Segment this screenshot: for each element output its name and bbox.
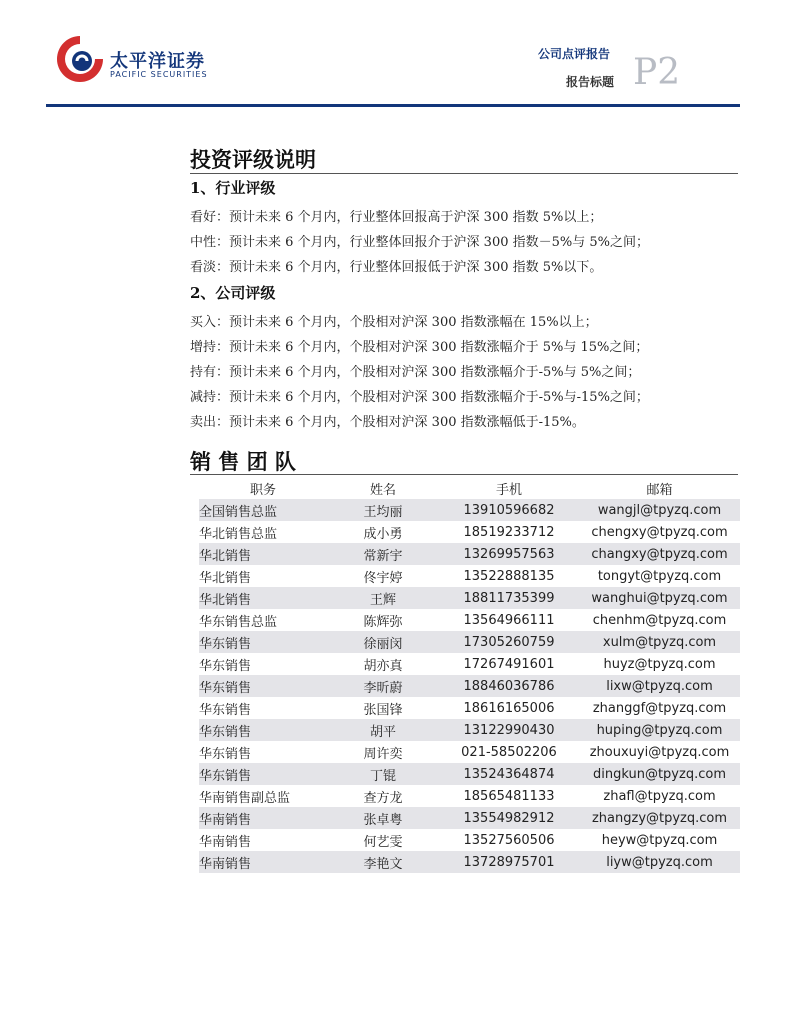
cell-name: 张卓粤	[363, 812, 403, 828]
sales-team-divider	[190, 474, 738, 475]
report-title: 报告标题	[566, 75, 615, 89]
cell-role: 华东销售	[199, 702, 252, 718]
cell-email[interactable]: xulm@tpyzq.com	[602, 634, 717, 650]
rating-section-divider	[190, 173, 738, 174]
cell-role: 全国销售总监	[199, 504, 278, 520]
cell-name: 王均丽	[363, 504, 403, 520]
column-header-role: 职务	[249, 482, 276, 498]
cell-role: 华东销售	[199, 658, 252, 674]
cell-phone: 18565481133	[463, 788, 555, 804]
cell-email[interactable]: chengxy@tpyzq.com	[591, 524, 728, 540]
cell-role: 华北销售	[199, 548, 252, 564]
cell-name: 周许奕	[363, 746, 403, 762]
table-header-row	[199, 477, 740, 499]
header-divider	[46, 104, 740, 107]
company-rating-heading: 2、公司评级	[190, 284, 276, 302]
table-row	[199, 609, 740, 631]
table-row	[199, 851, 740, 873]
industry-rating-line: 中性：预计未来 6 个月内，行业整体回报介于沪深 300 指数－5%与 5%之间；	[190, 235, 649, 250]
cell-name: 佟宇婷	[363, 570, 403, 586]
cell-phone: 13564966111	[463, 612, 555, 628]
cell-phone: 17267491601	[463, 656, 555, 672]
table-row	[199, 829, 740, 851]
cell-role: 华东销售总监	[199, 614, 278, 630]
cell-phone: 13122990430	[463, 722, 555, 738]
table-row	[199, 697, 740, 719]
cell-name: 成小勇	[363, 526, 403, 542]
sales-team-rows	[199, 499, 740, 873]
table-row	[199, 631, 740, 653]
cell-phone: 18811735399	[463, 590, 555, 606]
table-row	[199, 763, 740, 785]
table-row	[199, 521, 740, 543]
cell-phone: 13910596682	[463, 502, 555, 518]
company-name-en: PACIFIC SECURITIES	[110, 70, 208, 79]
cell-name: 胡平	[369, 724, 396, 740]
cell-role: 华北销售	[199, 570, 252, 586]
cell-email[interactable]: zhanggf@tpyzq.com	[592, 700, 727, 716]
cell-name: 胡亦真	[363, 658, 403, 674]
cell-role: 华东销售	[199, 768, 252, 784]
cell-phone: 13554982912	[463, 810, 555, 826]
cell-email[interactable]: lixw@tpyzq.com	[606, 678, 713, 694]
table-row	[199, 741, 740, 763]
cell-email[interactable]: zhouxuyi@tpyzq.com	[589, 744, 730, 760]
cell-email[interactable]: chenhm@tpyzq.com	[592, 612, 727, 628]
cell-role: 华南销售	[199, 856, 252, 872]
industry-rating-line: 看好：预计未来 6 个月内，行业整体回报高于沪深 300 指数 5%以上；	[190, 210, 603, 225]
cell-name: 查方龙	[363, 790, 403, 806]
cell-phone: 13527560506	[463, 832, 555, 848]
cell-email[interactable]: huyz@tpyzq.com	[603, 656, 716, 672]
cell-email[interactable]: wangjl@tpyzq.com	[597, 502, 722, 518]
cell-email[interactable]: heyw@tpyzq.com	[601, 832, 718, 848]
cell-role: 华东销售	[199, 636, 252, 652]
column-header-name: 姓名	[369, 482, 396, 498]
table-row	[199, 587, 740, 609]
table-row	[199, 719, 740, 741]
column-header-phone: 手机	[495, 482, 522, 498]
table-row	[199, 653, 740, 675]
table-row	[199, 499, 740, 521]
company-name-cn: 太平洋证券	[110, 51, 205, 72]
cell-role: 华北销售总监	[199, 526, 278, 542]
cell-name: 徐丽闵	[363, 636, 403, 652]
company-rating-line: 增持：预计未来 6 个月内，个股相对沪深 300 指数涨幅介于 5%与 15%之间；	[190, 340, 649, 355]
cell-role: 华南销售	[199, 812, 252, 828]
cell-role: 华东销售	[199, 746, 252, 762]
cell-name: 陈辉弥	[363, 614, 403, 630]
page-header	[0, 0, 791, 110]
cell-name: 丁锟	[369, 768, 396, 784]
cell-email[interactable]: huping@tpyzq.com	[596, 722, 723, 738]
cell-role: 华东销售	[199, 724, 252, 740]
sales-team-table	[199, 477, 740, 873]
table-row	[199, 675, 740, 697]
cell-phone: 18846036786	[463, 678, 555, 694]
cell-email[interactable]: tongyt@tpyzq.com	[597, 568, 722, 584]
cell-phone: 13522888135	[463, 568, 555, 584]
company-rating-line: 持有：预计未来 6 个月内，个股相对沪深 300 指数涨幅介于-5%与 5%之间；	[190, 365, 641, 380]
report-type: 公司点评报告	[538, 47, 611, 61]
page-number: P2	[633, 52, 681, 93]
cell-phone: 18519233712	[463, 524, 555, 540]
rating-section-title: 投资评级说明	[190, 147, 316, 172]
industry-rating-line: 看淡：预计未来 6 个月内，行业整体回报低于沪深 300 指数 5%以下。	[190, 260, 603, 275]
pacific-securities-logo-icon	[55, 34, 105, 84]
cell-role: 华南销售副总监	[199, 790, 291, 806]
industry-rating-heading: 1、行业评级	[190, 179, 276, 197]
table-row	[199, 785, 740, 807]
cell-name: 张国锋	[363, 702, 403, 718]
column-header-email: 邮箱	[646, 482, 673, 498]
cell-email[interactable]: changxy@tpyzq.com	[591, 546, 728, 562]
cell-name: 何艺雯	[363, 834, 403, 850]
cell-phone: 021-58502206	[461, 744, 557, 760]
cell-phone: 18616165006	[463, 700, 555, 716]
cell-name: 李昕蔚	[363, 680, 403, 696]
cell-email[interactable]: zhafl@tpyzq.com	[603, 788, 716, 804]
table-row	[199, 543, 740, 565]
cell-name: 李艳文	[363, 856, 403, 872]
cell-role: 华南销售	[199, 834, 252, 850]
table-row	[199, 565, 740, 587]
company-rating-line: 减持：预计未来 6 个月内，个股相对沪深 300 指数涨幅介于-5%与-15%之间；	[190, 390, 649, 405]
table-row	[199, 807, 740, 829]
company-rating-line: 买入：预计未来 6 个月内，个股相对沪深 300 指数涨幅在 15%以上；	[190, 315, 598, 330]
cell-role: 华北销售	[199, 592, 252, 608]
cell-role: 华东销售	[199, 680, 252, 696]
sales-team-title: 销 售 团 队	[190, 449, 296, 474]
cell-name: 常新宇	[363, 548, 403, 564]
cell-name: 王辉	[369, 592, 396, 608]
cell-phone: 13728975701	[463, 854, 555, 870]
cell-email[interactable]: zhangzy@tpyzq.com	[591, 810, 728, 826]
cell-email[interactable]: liyw@tpyzq.com	[606, 854, 713, 870]
cell-email[interactable]: wanghui@tpyzq.com	[591, 590, 728, 606]
cell-email[interactable]: dingkun@tpyzq.com	[593, 766, 726, 782]
cell-phone: 17305260759	[463, 634, 555, 650]
cell-phone: 13269957563	[463, 546, 555, 562]
cell-phone: 13524364874	[463, 766, 555, 782]
company-rating-line: 卖出：预计未来 6 个月内，个股相对沪深 300 指数涨幅低于-15%。	[190, 415, 585, 430]
